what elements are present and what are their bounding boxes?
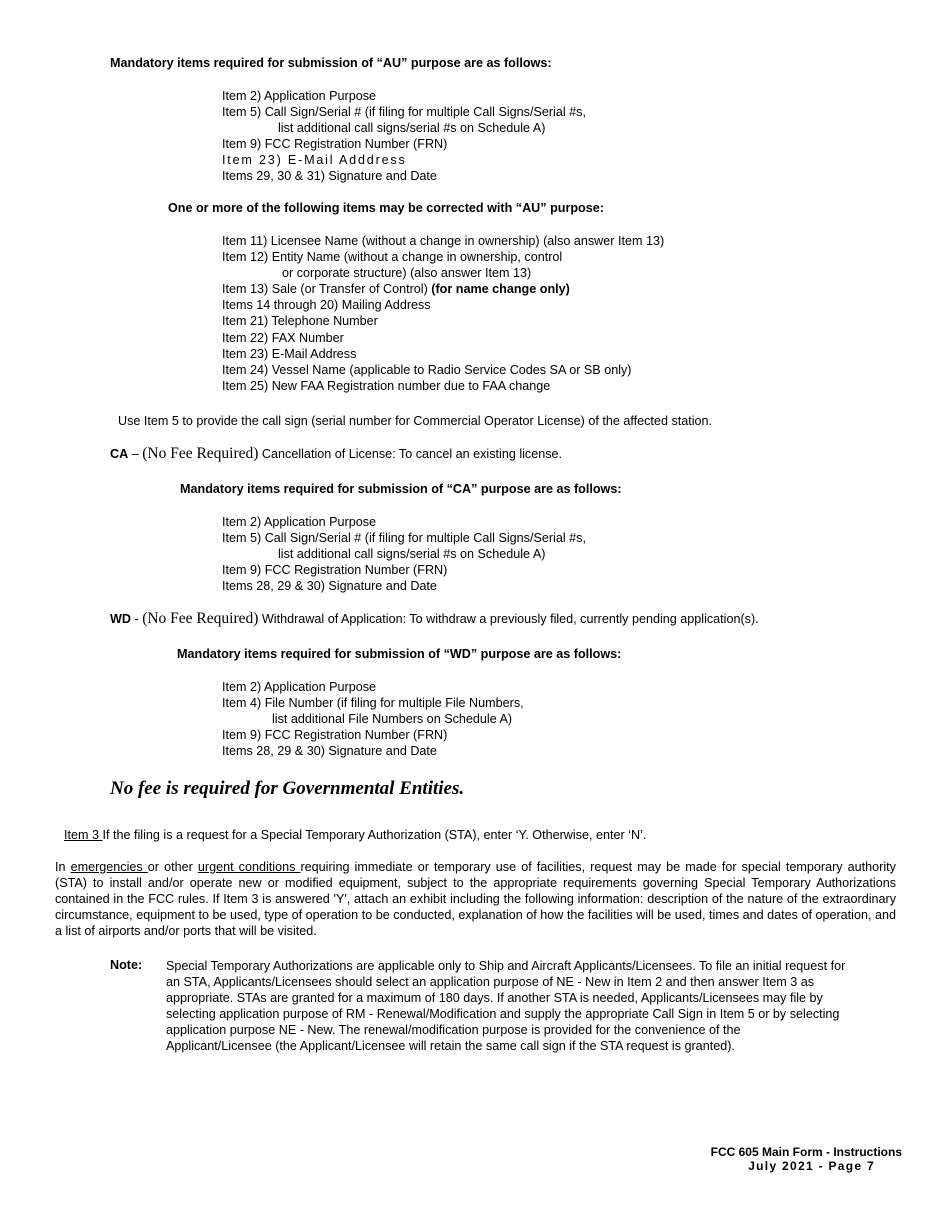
wd-mandatory-list [222, 679, 524, 759]
item3-line [64, 827, 646, 843]
list-item: Item 2) Application Purpose [222, 515, 377, 529]
para-text: or other [147, 860, 198, 874]
footer-form-title: FCC 605 Main Form - Instructions [710, 1145, 902, 1159]
list-item: Item 9) FCC Registration Number (FRN) [222, 137, 448, 152]
emergencies-term: emergencies [70, 860, 148, 874]
urgent-conditions-term: urgent conditions [197, 860, 301, 874]
item3-text: If the filing is a request for a Special Temporary Authorization (STA), enter ‘Y. Otherwise, enter ‘N’. [102, 828, 647, 842]
list-item: or corporate structure) (also answer Item 13) [282, 266, 532, 281]
ca-fee: (No Fee Required) [142, 445, 259, 462]
list-item: Item 9) FCC Registration Number (FRN) [222, 563, 448, 578]
list-item: Items 14 through 20) Mailing Address [222, 298, 431, 313]
list-item: Item 23) E-Mail Address [222, 346, 357, 361]
list-item [222, 281, 664, 297]
emergency-paragraph [55, 859, 896, 939]
note-label: Note: [110, 958, 143, 972]
au-mandatory-list [222, 88, 586, 185]
list-item: Item 2) Application Purpose [222, 680, 377, 694]
list-item: Item 5) Call Sign/Serial # (if filing for multiple Call Signs/Serial #s, [222, 531, 586, 546]
list-item-text: Item 13) Sale (or Transfer of Control) [222, 282, 432, 297]
list-item: Item 4) File Number (if filing for multiple File Numbers, [222, 696, 524, 711]
wd-purpose-line [110, 611, 759, 627]
para-text: requiring immediate or temporary use of facilities, request may be made for special temporary authority (STA) to install and/or operate new or modified equipment, subject to the appropriate requirements governing Special Temporary Authorizations contained in the FCC rules. If Item 3 is answered 'Y', attach an exhibit including the following information: description of the nature of the extraordinary circumstance, equipment to be used, type of operation to be conducted, explanation of how the facilities will be used, times and dates of operation, and a list of airports and/or ports that will be visited. [55, 860, 896, 938]
footer-date-page: July 2021 - Page 7 [748, 1159, 875, 1173]
list-item: Items 28, 29 & 30) Signature and Date [222, 744, 437, 759]
list-item: Item 12) Entity Name (without a change in ownership, control [222, 250, 563, 265]
wd-fee: (No Fee Required) [142, 610, 259, 627]
list-item: Item 25) New FAA Registration number due to FAA change [222, 378, 551, 393]
wd-dash: - [130, 612, 143, 626]
list-item: Item 21) Telephone Number [222, 314, 378, 329]
list-item: Item 22) FAX Number [222, 330, 344, 345]
list-item: Item 9) FCC Registration Number (FRN) [222, 728, 448, 743]
ca-mandatory-list [222, 514, 586, 594]
note-text: Special Temporary Authorizations are applicable only to Ship and Aircraft Applicants/Licensees. To file an initial request for an STA, Applicants/Licensees should select an application purpose of NE - New in Item 2 and then answer Item 3 as appropriate. STAs are granted for a maximum of 180 days. If another STA is needed, Applicants/Licensees may file by selecting application purpose of RM - Renewal/Modification and supply the appropriate Call Sign in Item 5 or by selecting application purpose NE - New. The renewal/modification purpose is provided for the convenience of the Applicant/Licensee (the Applicant/Licensee will retain the same call sign if the STA request is granted). [166, 959, 846, 1053]
list-item: Item 24) Vessel Name (applicable to Radio Service Codes SA or SB only) [222, 362, 632, 377]
wd-code: WD [110, 612, 131, 626]
no-fee-notice: No fee is required for Governmental Entities. [110, 778, 465, 799]
ca-mandatory-heading: Mandatory items required for submission of “CA” purpose are as follows: [180, 482, 622, 496]
name-change-note: (for name change only) [431, 282, 570, 297]
list-item: Items 28, 29 & 30) Signature and Date [222, 579, 437, 594]
list-item: list additional call signs/serial #s on Schedule A) [278, 547, 546, 562]
au-mandatory-heading: Mandatory items required for submission of “AU” purpose are as follows: [110, 56, 552, 70]
list-item: Items 29, 30 & 31) Signature and Date [222, 169, 437, 184]
list-item: list additional call signs/serial #s on Schedule A) [278, 121, 546, 136]
ca-code: CA [110, 447, 129, 461]
list-item: Item 5) Call Sign/Serial # (if filing for multiple Call Signs/Serial #s, [222, 105, 586, 120]
list-item: Item 23) E-Mail Adddress [222, 153, 407, 168]
use-item5-text: Use Item 5 to provide the call sign (serial number for Commercial Operator License) of the affected station. [118, 414, 713, 428]
wd-desc: Withdrawal of Application: To withdraw a previously filed, currently pending application(s). [258, 612, 759, 626]
page-footer [711, 1145, 902, 1173]
ca-purpose-line [110, 446, 562, 462]
ca-desc: Cancellation of License: To cancel an existing license. [258, 447, 563, 461]
list-item: list additional File Numbers on Schedule A) [272, 712, 513, 727]
list-item: Item 2) Application Purpose [222, 89, 377, 103]
list-item: Item 11) Licensee Name (without a change in ownership) (also answer Item 13) [222, 234, 665, 248]
item3-label: Item 3 [64, 828, 103, 842]
para-text: In [55, 860, 71, 874]
au-correct-list [222, 233, 664, 394]
ca-dash: – [128, 447, 143, 461]
wd-mandatory-heading: Mandatory items required for submission of “WD” purpose are as follows: [177, 647, 622, 661]
au-correct-heading: One or more of the following items may be corrected with “AU” purpose: [168, 201, 604, 215]
